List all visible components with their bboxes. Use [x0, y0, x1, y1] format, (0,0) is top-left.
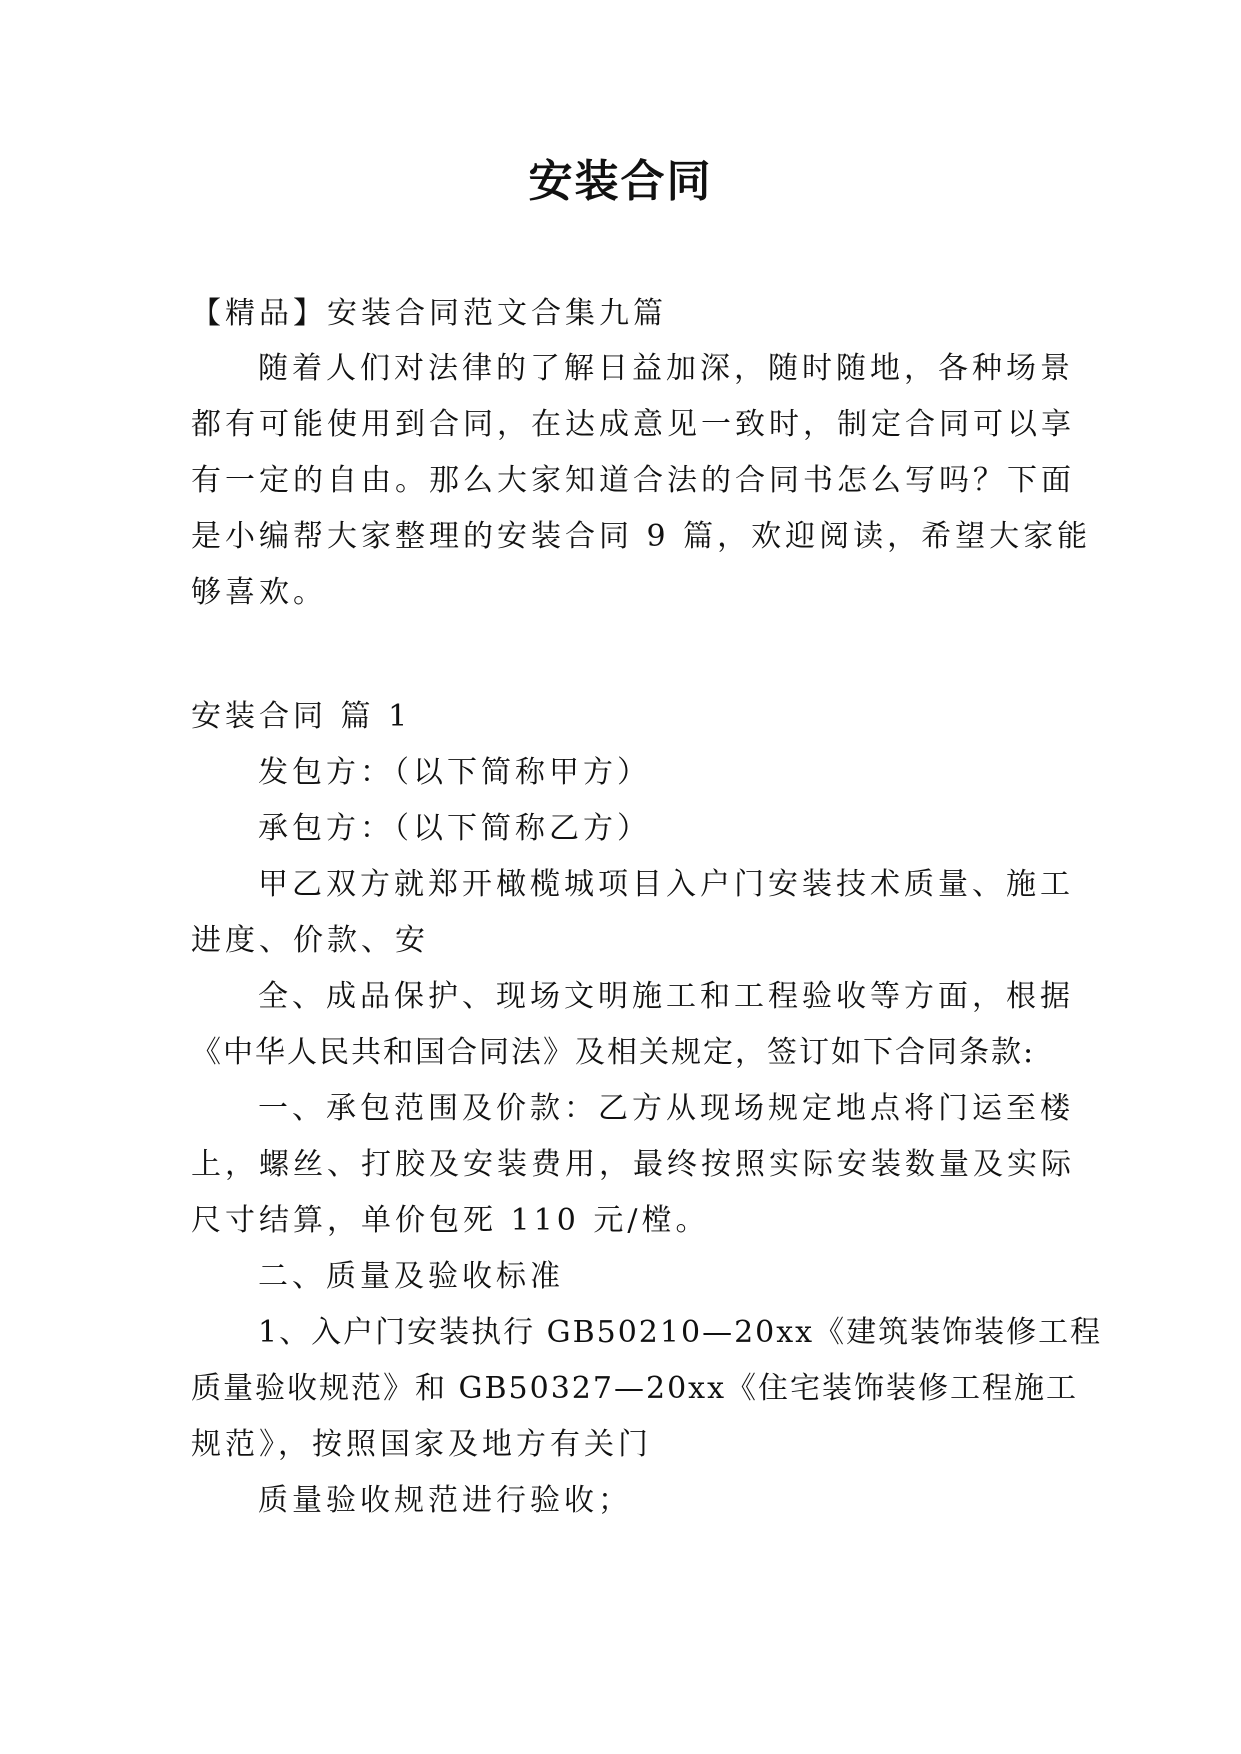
- intro-line: 有一定的自由。那么大家知道合法的合同书怎么写吗？下面: [191, 463, 1075, 498]
- body-line: 进度、价款、安: [191, 923, 429, 958]
- body-line: 承包方：（以下简称乙方）: [258, 811, 651, 846]
- intro-line: 随着人们对法律的了解日益加深，随时随地，各种场景: [258, 351, 1074, 386]
- body-line: 甲乙双方就郑开橄榄城项目入户门安装技术质量、施工: [258, 867, 1074, 902]
- body-line: 质量验收规范》和 GB50327—20xx《住宅装饰装修工程施工: [191, 1371, 1078, 1406]
- body-line: 1、入户门安装执行 GB50210—20xx《建筑装饰装修工程: [258, 1315, 1103, 1350]
- body-line: 全、成品保护、现场文明施工和工程验收等方面，根据: [258, 979, 1074, 1014]
- intro-line: 都有可能使用到合同，在达成意见一致时，制定合同可以享: [191, 407, 1075, 442]
- body-line: 发包方：（以下简称甲方）: [258, 755, 651, 790]
- body-line: 一、承包范围及价款：乙方从现场规定地点将门运至楼: [258, 1091, 1074, 1126]
- body-line: 尺寸结算，单价包死 110 元/樘。: [191, 1203, 710, 1238]
- intro-line: 够喜欢。: [191, 575, 327, 610]
- document-title: 安装合同: [528, 156, 713, 207]
- body-line: 规范》，按照国家及地方有关门: [191, 1427, 652, 1462]
- body-line: 《中华人民共和国合同法》及相关规定，签订如下合同条款:: [191, 1035, 1036, 1070]
- intro-line: 是小编帮大家整理的安装合同 9 篇，欢迎阅读，希望大家能: [191, 519, 1092, 554]
- body-line: 二、质量及验收标准: [258, 1259, 564, 1294]
- section-heading: 安装合同 篇 1: [191, 699, 412, 734]
- body-line: 质量验收规范进行验收；: [258, 1483, 632, 1518]
- body-line: 上，螺丝、打胶及安装费用，最终按照实际安装数量及实际: [191, 1147, 1075, 1182]
- document-subtitle: 【精品】安装合同范文合集九篇: [191, 296, 667, 331]
